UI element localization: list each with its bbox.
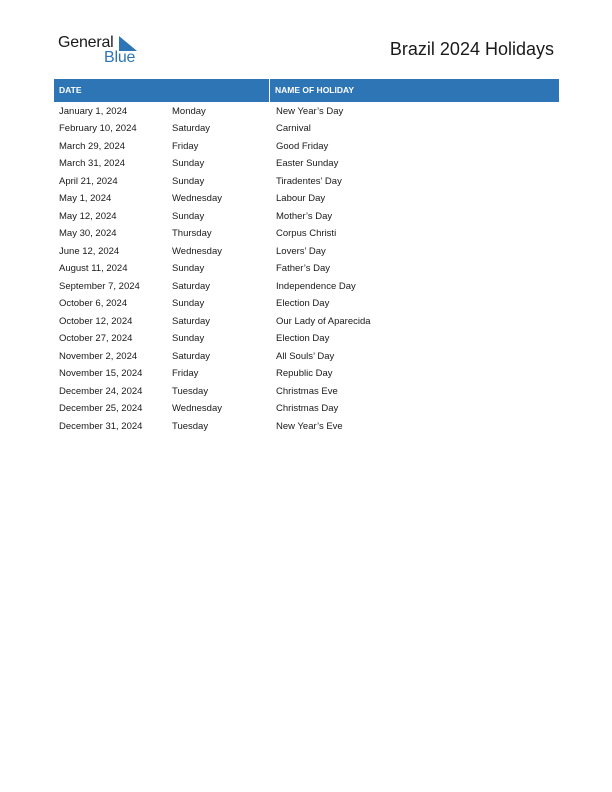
table-row (54, 383, 559, 401)
holiday-name-cell: Father’s Day (276, 263, 331, 274)
date-cell: May 1, 2024 (59, 193, 112, 204)
generalblue-logo (58, 34, 148, 70)
table-row (54, 330, 559, 348)
weekday-cell: Sunday (172, 210, 205, 222)
holiday-name-cell: Good Friday (276, 140, 329, 152)
date-cell: November 15, 2024 (59, 368, 143, 379)
date-cell: September 7, 2024 (59, 280, 140, 292)
date-cell: December 24, 2024 (59, 385, 143, 397)
table-row (54, 313, 559, 331)
weekday-cell: Wednesday (172, 403, 222, 414)
table-row (54, 225, 559, 243)
weekday-cell: Wednesday (172, 245, 222, 257)
date-cell: March 31, 2024 (59, 158, 126, 169)
holiday-name-cell: Corpus Christi (276, 228, 337, 239)
table-row (54, 120, 559, 138)
table-row (54, 365, 559, 383)
weekday-cell: Thursday (172, 228, 212, 239)
table-row (54, 208, 559, 226)
table-row (54, 103, 559, 121)
holiday-name-cell: Mother’s Day (276, 210, 333, 222)
weekday-cell: Saturday (172, 123, 211, 134)
weekday-cell: Wednesday (172, 193, 222, 204)
table-row (54, 348, 559, 366)
weekday-cell: Sunday (172, 263, 205, 274)
table-header (54, 79, 559, 102)
holiday-name-cell: New Year’s Eve (276, 420, 343, 432)
weekday-cell: Saturday (172, 350, 211, 362)
holiday-name-cell: New Year’s Day (276, 105, 344, 117)
table-body (54, 102, 559, 435)
table-row (54, 155, 559, 173)
holiday-name-cell: Christmas Eve (276, 385, 338, 397)
date-cell: May 30, 2024 (59, 228, 117, 239)
table-row (54, 400, 559, 418)
date-cell: March 29, 2024 (59, 140, 126, 152)
weekday-cell: Sunday (172, 175, 205, 187)
table-row (54, 260, 559, 278)
column-header-holiday-name: NAME OF HOLIDAY (275, 85, 355, 95)
holiday-name-cell: Carnival (276, 123, 311, 134)
date-cell: November 2, 2024 (59, 350, 138, 362)
table-row (54, 243, 559, 261)
date-cell: October 12, 2024 (59, 315, 133, 327)
holiday-name-cell: Easter Sunday (276, 158, 339, 169)
date-cell: October 27, 2024 (59, 333, 133, 344)
holiday-name-cell: Republic Day (276, 368, 333, 379)
date-cell: December 31, 2024 (59, 420, 143, 432)
weekday-cell: Sunday (172, 298, 205, 309)
weekday-cell: Monday (172, 105, 206, 117)
holiday-name-cell: Election Day (276, 298, 330, 309)
logo-word-blue: Blue (104, 49, 136, 66)
date-cell: February 10, 2024 (59, 123, 137, 134)
weekday-cell: Sunday (172, 158, 205, 169)
date-cell: December 25, 2024 (59, 403, 143, 414)
date-cell: June 12, 2024 (59, 245, 120, 257)
holiday-name-cell: Christmas Day (276, 403, 339, 414)
page-title: Brazil 2024 Holidays (389, 39, 554, 59)
date-cell: October 6, 2024 (59, 298, 128, 309)
table-row (54, 278, 559, 296)
table-row (54, 418, 559, 436)
date-cell: May 12, 2024 (59, 210, 117, 222)
logo-word-general: General (58, 34, 114, 51)
date-cell: August 11, 2024 (59, 263, 128, 274)
holiday-name-cell: Tiradentes’ Day (276, 175, 342, 187)
weekday-cell: Friday (172, 368, 199, 379)
weekday-cell: Saturday (172, 280, 211, 292)
holiday-name-cell: Independence Day (276, 280, 356, 292)
holiday-name-cell: Our Lady of Aparecida (276, 315, 371, 327)
holiday-name-cell: Labour Day (276, 193, 326, 204)
weekday-cell: Tuesday (172, 420, 209, 432)
date-cell: January 1, 2024 (59, 105, 128, 117)
table-row (54, 138, 559, 156)
holiday-name-cell: Election Day (276, 333, 330, 344)
table-row (54, 173, 559, 191)
column-header-date: DATE (54, 79, 270, 102)
weekday-cell: Tuesday (172, 385, 209, 397)
holiday-table (54, 79, 559, 435)
holiday-name-cell: Lovers’ Day (276, 245, 326, 257)
table-row (54, 190, 559, 208)
weekday-cell: Sunday (172, 333, 205, 344)
weekday-cell: Friday (172, 140, 199, 152)
holiday-name-cell: All Souls’ Day (276, 350, 335, 362)
table-row (54, 295, 559, 313)
weekday-cell: Saturday (172, 315, 211, 327)
date-cell: April 21, 2024 (59, 175, 118, 187)
